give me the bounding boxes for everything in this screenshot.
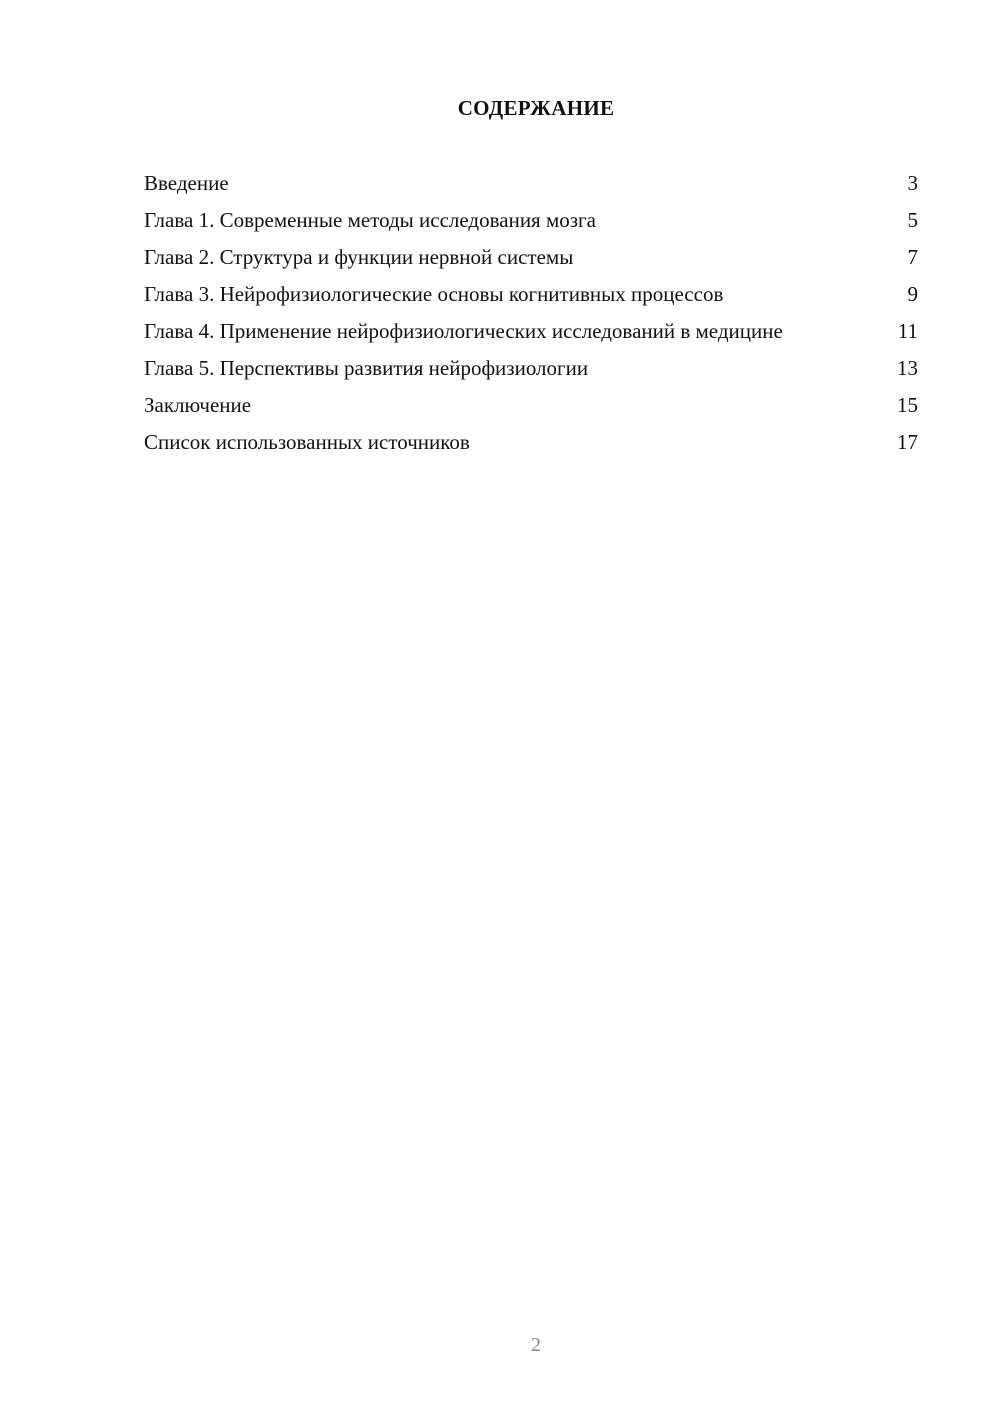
toc-entry-page: 9	[907, 282, 918, 306]
toc-entry-text: Список использованных источников	[144, 430, 470, 454]
toc-entry-text: Глава 1. Современные методы исследования мозга	[144, 208, 596, 232]
toc-entry-page: 11	[897, 319, 918, 343]
page-title: СОДЕРЖАНИЕ	[457, 96, 615, 120]
toc-entry	[144, 392, 918, 419]
toc-entry-text: Глава 3. Нейрофизиологические основы когнитивных процессов	[144, 282, 724, 306]
toc-entry-text: Глава 4. Применение нейрофизиологических исследований в медицине	[144, 319, 783, 343]
toc-entry-text: Введение	[144, 171, 229, 195]
toc-entry-text: Глава 2. Структура и функции нервной системы	[144, 245, 574, 269]
toc-entry	[144, 355, 918, 382]
toc-entry	[144, 281, 918, 308]
toc-entry-page: 13	[897, 356, 918, 380]
page-number: 2	[531, 1334, 541, 1356]
toc-entry	[144, 318, 918, 345]
toc-entry-text: Глава 5. Перспективы развития нейрофизиологии	[144, 356, 589, 380]
toc-entry-page: 7	[907, 245, 918, 269]
toc-entry	[144, 170, 918, 197]
toc-entry-page: 3	[907, 171, 918, 195]
toc-entry	[144, 244, 918, 271]
toc-entry-text: Заключение	[144, 393, 252, 417]
toc-entry-page: 17	[897, 430, 918, 454]
toc-entry	[144, 207, 918, 234]
toc-entry	[144, 429, 918, 456]
toc-entry-page: 5	[907, 208, 918, 232]
toc-entry-page: 15	[897, 393, 918, 417]
table-of-contents	[144, 170, 918, 466]
